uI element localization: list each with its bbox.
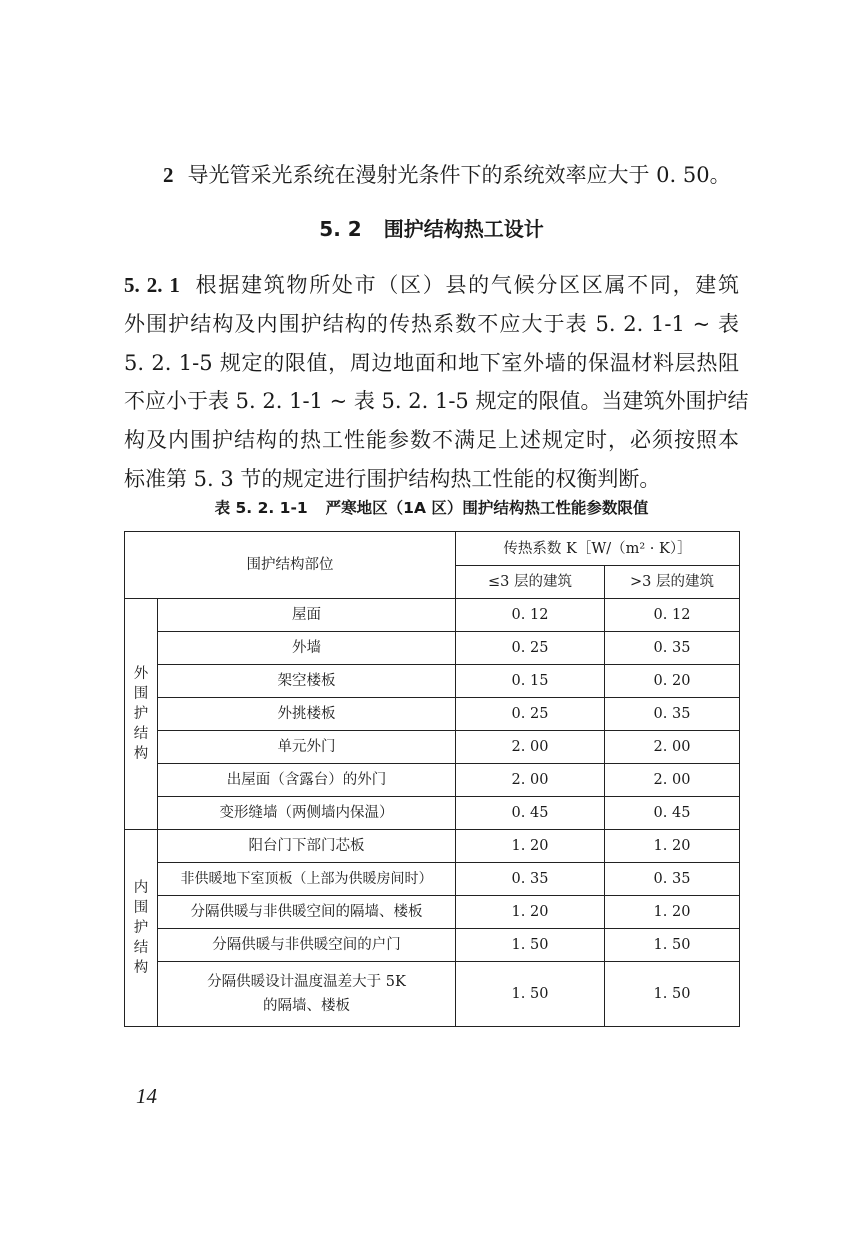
clause-paragraph <box>124 266 749 499</box>
table-row <box>125 665 740 698</box>
row-name: 分隔供暖与非供暖空间的户门 <box>158 929 456 962</box>
row-name: 外墙 <box>158 632 456 665</box>
paragraph-line: 构及内围护结构的热工性能参数不满足上述规定时，必须按照本 <box>124 428 739 453</box>
row-high: 0. 35 <box>605 698 740 731</box>
table-row <box>125 797 740 830</box>
table-row <box>125 896 740 929</box>
row-name: 分隔供暖设计温度温差大于 5K 的隔墙、楼板 <box>158 962 456 1027</box>
row-low: 1. 50 <box>456 929 605 962</box>
row-name: 屋面 <box>158 599 456 632</box>
thermal-parameters-table <box>124 531 740 1027</box>
row-low: 0. 25 <box>456 698 605 731</box>
row-name: 阳台门下部门芯板 <box>158 830 456 863</box>
row-name: 出屋面（含露台）的外门 <box>158 764 456 797</box>
row-low: 2. 00 <box>456 731 605 764</box>
row-name: 分隔供暖与非供暖空间的隔墙、楼板 <box>158 896 456 929</box>
table-caption-number: 表 5. 2. 1-1 <box>214 499 308 517</box>
row-high: 1. 20 <box>605 896 740 929</box>
group-label-outer: 外 围 护 结 构 <box>125 599 158 830</box>
item-number: 2 <box>163 163 174 187</box>
row-name: 架空楼板 <box>158 665 456 698</box>
paragraph-line: 标准第 5. 3 节的规定进行围护结构热工性能的权衡判断。 <box>124 466 661 491</box>
table-row <box>125 599 740 632</box>
paragraph-line: 不应小于表 5. 2. 1-1 ~ 表 5. 2. 1-5 规定的限值。当建筑外围护结 <box>124 389 749 414</box>
header-part: 围护结构部位 <box>125 532 456 599</box>
row-name: 变形缝墙（两侧墙内保温） <box>158 797 456 830</box>
header-k-label: 传热系数 K［W/（m² · K）］ <box>456 532 740 566</box>
row-name: 外挑楼板 <box>158 698 456 731</box>
row-high: 2. 00 <box>605 731 740 764</box>
row-high: 0. 12 <box>605 599 740 632</box>
row-low: 1. 50 <box>456 962 605 1027</box>
header-col-high: >3 层的建筑 <box>605 566 740 599</box>
row-low: 1. 20 <box>456 896 605 929</box>
section-heading <box>0 214 863 244</box>
table-caption <box>0 496 863 520</box>
row-high: 1. 20 <box>605 830 740 863</box>
table-row <box>125 632 740 665</box>
header-col-low: ≤3 层的建筑 <box>456 566 605 599</box>
page-number: 14 <box>136 1084 157 1108</box>
row-low: 0. 12 <box>456 599 605 632</box>
section-number: 5. 2 <box>319 217 362 241</box>
table-row <box>125 830 740 863</box>
row-high: 1. 50 <box>605 929 740 962</box>
row-name: 单元外门 <box>158 731 456 764</box>
row-high: 2. 00 <box>605 764 740 797</box>
row-low: 0. 35 <box>456 863 605 896</box>
row-high: 1. 50 <box>605 962 740 1027</box>
item-2 <box>163 160 731 190</box>
table-row <box>125 764 740 797</box>
row-low: 0. 45 <box>456 797 605 830</box>
row-high: 0. 35 <box>605 863 740 896</box>
item-text: 导光管采光系统在漫射光条件下的系统效率应大于 0. 50。 <box>187 163 731 187</box>
paragraph-line: 5. 2. 1 根据建筑物所处市（区）县的气候分区区属不同，建筑 <box>124 273 740 297</box>
table-row <box>125 929 740 962</box>
table-row <box>125 731 740 764</box>
paragraph-line: 5. 2. 1-5 规定的限值，周边地面和地下室外墙的保温材料层热阻 <box>124 350 739 375</box>
row-high: 0. 35 <box>605 632 740 665</box>
table-caption-title: 严寒地区（1A 区）围护结构热工性能参数限值 <box>325 499 649 517</box>
row-high: 0. 20 <box>605 665 740 698</box>
group-label-inner: 内 围 护 结 构 <box>125 830 158 1027</box>
row-low: 2. 00 <box>456 764 605 797</box>
row-low: 1. 20 <box>456 830 605 863</box>
clause-number: 5. 2. 1 <box>124 273 180 297</box>
row-high: 0. 45 <box>605 797 740 830</box>
paragraph-line: 外围护结构及内围护结构的传热系数不应大于表 5. 2. 1-1 ~ 表 <box>124 311 739 336</box>
table-row <box>125 863 740 896</box>
row-name: 非供暖地下室顶板（上部为供暖房间时） <box>158 863 456 896</box>
table-row <box>125 962 740 1027</box>
row-low: 0. 15 <box>456 665 605 698</box>
row-low: 0. 25 <box>456 632 605 665</box>
section-title: 围护结构热工设计 <box>383 217 544 241</box>
table-row <box>125 698 740 731</box>
